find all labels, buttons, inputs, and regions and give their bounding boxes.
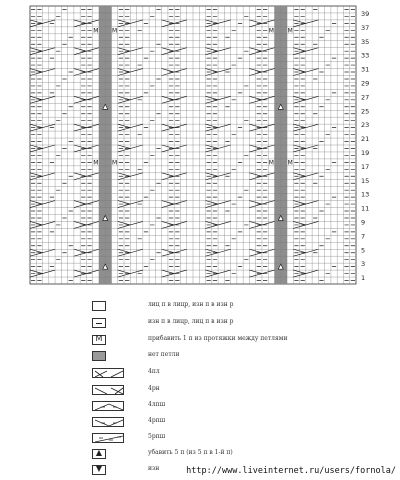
cable-icon: [92, 401, 124, 411]
row-label: 21: [361, 135, 370, 144]
legend-label: лиц п в лицр, изн п в изн р: [148, 301, 234, 308]
row-label: 9: [361, 218, 366, 227]
triangle-up-icon: ▲: [92, 449, 106, 459]
row-label: 15: [361, 176, 370, 185]
row-label: 1: [361, 274, 366, 283]
m-cell-icon: M: [92, 335, 106, 345]
legend-label: 4пл: [148, 368, 160, 375]
legend-label: изн: [148, 465, 160, 472]
empty-cell-icon: [92, 301, 106, 311]
row-label: 5: [361, 246, 366, 255]
cable-icon: [92, 433, 124, 443]
cable-icon: [92, 385, 124, 395]
row-label: 7: [361, 232, 366, 241]
row-label: 23: [361, 121, 370, 130]
legend-row-cable-5: [92, 431, 124, 445]
m-symbol: M: [268, 27, 274, 35]
m-symbol: M: [287, 159, 293, 167]
legend-label: 4рпш: [148, 417, 166, 424]
legend-row-purl: [92, 316, 106, 330]
watermark-url: http://www.liveinternet.ru/users/fornola/: [186, 466, 396, 476]
row-label: 35: [361, 37, 370, 46]
m-symbol: M: [112, 27, 118, 35]
legend-label: убавить 5 п (из 5 п в 1-й п): [148, 449, 233, 456]
legend-row-cable-2: [92, 383, 124, 397]
gray-cell-icon: [92, 351, 106, 361]
m-symbol: M: [93, 27, 99, 35]
row-label: 19: [361, 148, 370, 157]
row-label: 17: [361, 162, 370, 171]
legend-row-cable-3: [92, 399, 124, 413]
legend-label: нет петли: [148, 351, 180, 358]
dash-cell-icon: [92, 318, 106, 328]
row-label: 37: [361, 23, 370, 32]
legend-row-knit: [92, 299, 106, 313]
row-label: 11: [361, 204, 370, 213]
cable-icon: [92, 417, 124, 427]
grid-lines: [30, 6, 356, 284]
legend-label: прибавить 1 п из протяжки между петлями: [148, 335, 288, 342]
m-symbol: M: [287, 27, 293, 35]
row-label: 39: [361, 9, 370, 18]
legend-row-purl-variant: [92, 463, 106, 477]
legend-row-cable-4: [92, 415, 124, 429]
legend-label: 4рн: [148, 385, 160, 392]
legend-row-cable-1: [92, 366, 124, 380]
legend-row-decrease: [92, 447, 106, 461]
row-label: 13: [361, 190, 370, 199]
row-label: 27: [361, 93, 370, 102]
row-label: 25: [361, 107, 370, 116]
legend-row-make-one: [92, 333, 106, 347]
row-label: 33: [361, 51, 370, 60]
row-label: 31: [361, 65, 370, 74]
m-symbol: M: [268, 159, 274, 167]
legend-label: 4лпш: [148, 401, 166, 408]
legend-label: изн п в лицр, лиц п в изн р: [148, 318, 234, 325]
cable-icon: [92, 368, 124, 378]
triangle-down-icon: ▼: [92, 465, 106, 475]
m-symbol: M: [93, 159, 99, 167]
m-symbol: M: [112, 159, 118, 167]
row-label: 29: [361, 79, 370, 88]
legend-label: 5рпш: [148, 433, 166, 440]
row-label: 3: [361, 260, 366, 269]
legend-row-no-stitch: [92, 349, 106, 363]
